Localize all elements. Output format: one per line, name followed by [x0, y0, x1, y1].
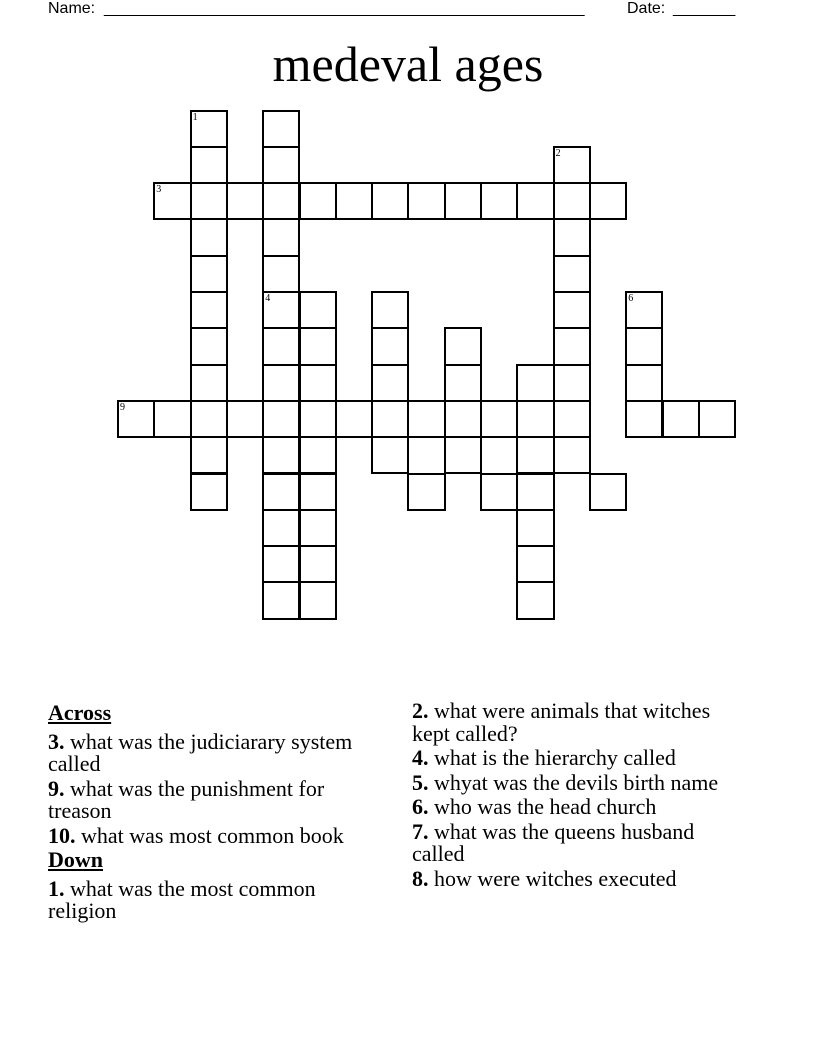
grid-cell[interactable]	[516, 545, 554, 583]
grid-cell[interactable]	[262, 364, 300, 402]
grid-cell[interactable]	[371, 327, 409, 365]
grid-cell[interactable]	[553, 255, 591, 293]
clue-number: 8.	[412, 865, 429, 891]
clue-text: how were witches executed	[428, 865, 677, 891]
grid-cell[interactable]	[553, 436, 591, 474]
grid-cell[interactable]	[226, 400, 264, 438]
grid-cell[interactable]	[625, 400, 663, 438]
grid-cell[interactable]	[407, 400, 445, 438]
grid-cell[interactable]	[516, 581, 554, 619]
grid-cell[interactable]	[190, 110, 228, 148]
clue-text: what was the most common religion	[48, 875, 316, 923]
grid-cell[interactable]	[262, 218, 300, 256]
grid-cell[interactable]	[371, 291, 409, 329]
grid-cell[interactable]	[444, 364, 482, 402]
grid-cell[interactable]	[299, 436, 337, 474]
name-field[interactable]: ______________________________________________________	[104, 0, 585, 17]
grid-cell[interactable]	[444, 400, 482, 438]
clues-left-column	[48, 700, 378, 925]
grid-cell[interactable]	[516, 436, 554, 474]
grid-cell[interactable]	[553, 327, 591, 365]
clue-down-5	[412, 769, 752, 795]
grid-cell[interactable]	[262, 509, 300, 547]
grid-cell[interactable]	[117, 400, 155, 438]
grid-cell[interactable]	[299, 509, 337, 547]
date-label: Date:	[627, 0, 666, 17]
grid-cell[interactable]	[262, 182, 300, 220]
grid-cell[interactable]	[190, 364, 228, 402]
grid-cell[interactable]	[190, 182, 228, 220]
clue-down-2	[412, 700, 752, 745]
grid-cell[interactable]	[153, 400, 191, 438]
grid-cell[interactable]	[480, 182, 518, 220]
grid-cell[interactable]	[444, 327, 482, 365]
clue-text: what was the queens husband called	[412, 818, 695, 866]
grid-cell[interactable]	[190, 400, 228, 438]
grid-cell[interactable]	[371, 436, 409, 474]
date-field[interactable]: _______	[673, 0, 736, 17]
grid-cell[interactable]	[516, 182, 554, 220]
grid-cell[interactable]	[190, 218, 228, 256]
grid-cell[interactable]	[553, 291, 591, 329]
clue-number-label: 4	[265, 293, 271, 304]
clue-across-3	[48, 728, 378, 776]
clue-number: 9.	[48, 775, 65, 801]
grid-cell[interactable]	[299, 473, 337, 511]
grid-cell[interactable]	[262, 110, 300, 148]
grid-cell[interactable]	[553, 400, 591, 438]
clue-number: 6.	[412, 794, 429, 819]
clue-text: what was the punishment for treason	[48, 775, 325, 823]
grid-cell[interactable]	[262, 400, 300, 438]
grid-cell[interactable]	[335, 182, 373, 220]
grid-cell[interactable]	[371, 364, 409, 402]
grid-cell[interactable]	[625, 364, 663, 402]
grid-cell[interactable]	[299, 581, 337, 619]
grid-cell[interactable]	[299, 291, 337, 329]
grid-cell[interactable]	[662, 400, 700, 438]
grid-cell[interactable]	[480, 400, 518, 438]
grid-cell[interactable]	[299, 327, 337, 365]
clue-number: 5.	[412, 769, 429, 795]
clue-down-1	[48, 875, 378, 923]
clue-number: 2.	[412, 698, 429, 723]
grid-cell[interactable]	[698, 400, 736, 438]
grid-cell[interactable]	[516, 364, 554, 402]
grid-cell[interactable]	[444, 182, 482, 220]
grid-cell[interactable]	[262, 146, 300, 184]
clue-text: what is the hierarchy called	[428, 745, 676, 770]
grid-cell[interactable]	[262, 545, 300, 583]
grid-cell[interactable]	[553, 146, 591, 184]
grid-cell[interactable]	[516, 509, 554, 547]
grid-cell[interactable]	[553, 218, 591, 256]
clue-number: 1.	[48, 875, 65, 901]
clue-text: what were animals that witches kept called?	[412, 698, 711, 746]
down-heading: Down	[48, 847, 104, 872]
grid-cell[interactable]	[589, 473, 627, 511]
clue-number-label: 2	[555, 147, 561, 159]
name-label: Name:	[48, 0, 96, 17]
clue-number-label: 9	[120, 401, 125, 413]
grid-cell[interactable]	[226, 182, 264, 220]
clue-number-label: 3	[156, 184, 162, 196]
clues-right-column	[412, 700, 752, 892]
grid-cell[interactable]	[190, 436, 228, 474]
grid-cell[interactable]	[553, 364, 591, 402]
grid-cell[interactable]	[407, 473, 445, 511]
grid-cell[interactable]	[262, 327, 300, 365]
grid-cell[interactable]	[299, 545, 337, 583]
grid-cell[interactable]	[625, 291, 663, 329]
clue-number-label: 1	[192, 111, 198, 123]
grid-cell[interactable]	[190, 291, 228, 329]
clue-across-10	[48, 822, 378, 848]
across-heading: Across	[48, 700, 112, 725]
clue-number: 7.	[412, 818, 429, 844]
grid-cell[interactable]	[299, 364, 337, 402]
clue-number: 10.	[48, 822, 76, 848]
grid-cell[interactable]	[444, 436, 482, 474]
clue-across-9	[48, 775, 378, 823]
grid-cell[interactable]	[190, 327, 228, 365]
grid-cell[interactable]	[299, 182, 337, 220]
clue-number: 3.	[48, 728, 65, 754]
grid-cell[interactable]	[262, 291, 300, 329]
page-title: medeval ages	[272, 36, 544, 92]
grid-cell[interactable]	[553, 182, 591, 220]
clue-text: who was the head church	[428, 794, 657, 819]
clue-number-label: 6	[628, 293, 634, 304]
clue-number: 4.	[412, 745, 429, 770]
grid-cell[interactable]	[190, 255, 228, 293]
grid-cell[interactable]	[262, 436, 300, 474]
grid-cell[interactable]	[262, 473, 300, 511]
grid-cell[interactable]	[371, 182, 409, 220]
grid-cell[interactable]	[190, 146, 228, 184]
grid-cell[interactable]	[516, 473, 554, 511]
grid-cell[interactable]	[335, 400, 373, 438]
grid-cell[interactable]	[262, 581, 300, 619]
clue-down-6	[412, 796, 752, 819]
clue-text: what was the judiciarary system called	[48, 728, 353, 776]
grid-cell[interactable]	[589, 182, 627, 220]
grid-cell[interactable]	[480, 473, 518, 511]
grid-cell[interactable]	[190, 473, 228, 511]
grid-cell[interactable]	[407, 182, 445, 220]
grid-cell[interactable]	[516, 400, 554, 438]
grid-cell[interactable]	[262, 255, 300, 293]
clue-down-8	[412, 865, 752, 891]
clue-down-4	[412, 747, 752, 770]
clue-text: what was most common book	[75, 822, 344, 848]
grid-cell[interactable]	[371, 400, 409, 438]
clue-down-7	[412, 818, 752, 866]
grid-cell[interactable]	[625, 327, 663, 365]
grid-cell[interactable]	[299, 400, 337, 438]
clue-text: whyat was the devils birth name	[428, 769, 719, 795]
grid-cell[interactable]	[153, 182, 191, 220]
